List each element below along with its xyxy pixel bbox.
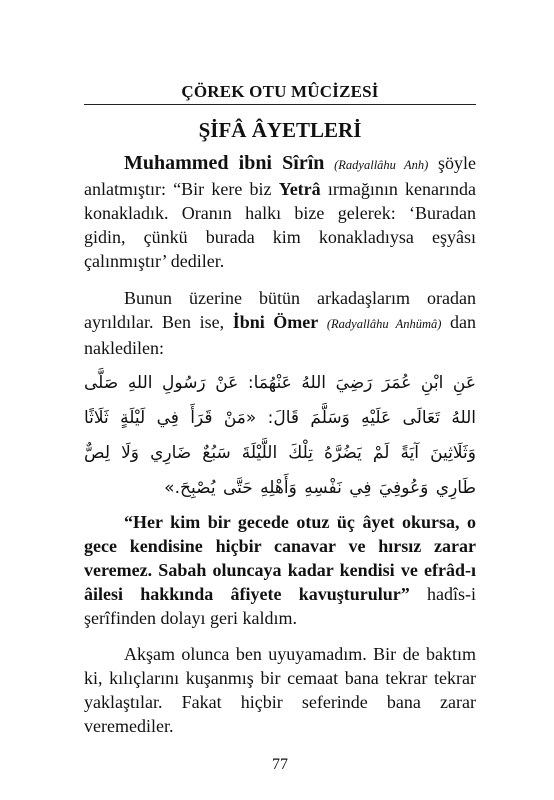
paragraph-2-text-b: dan nakledilen: — [84, 312, 476, 358]
narrator-name: Muhammed ibni Sîrîn — [124, 152, 325, 174]
hadith-translation — [84, 510, 476, 630]
source-name: İbni Ömer — [232, 312, 319, 332]
paragraph-1-text-b: ırmağının kenarında konakladık. Oranın halkı bize gelerek: ‘Buradan gidin, çünkü burada kim konakladıysa eşyâsı çalınmıştır’ dediler. — [84, 179, 476, 271]
running-header: ÇÖREK OTU MÛCİZESİ — [181, 82, 379, 101]
book-page — [84, 72, 476, 773]
arabic-hadith: عَنِ ابْنِ عُمَرَ رَضِيَ اللهُ عَنْهُمَا: عَنْ رَسُولِ اللهِ صَلَّى اللهُ تَعَالَى عَلَيْهِ وَسَلَّمَ قَالَ: «مَنْ قَرَأَ فِي لَيْلَةٍ ثَلَاثًا وَثَلَاثِينَ آيَةً لَمْ يَضُرَّهُ تِلْكَ اللَّيْلَةَ سَبُعٌ ضَارِي وَلَا لِصٌّ طَارِي وَعُوفِيَ فِي نَفْسِهِ وَأَهْلِهِ حَتَّى يُصْبِحَ.» — [84, 373, 476, 498]
hadith-bold-text: “Her kim bir gecede otuz üç âyet okursa, o gece kendisine hiçbir canavar ve hırsız zarar veremez. Sabah oluncaya kadar kendisi ve efrâd-ı âilesi hakkında âfiyete kavuşturulur” — [84, 512, 476, 604]
page-number: 77 — [272, 756, 288, 773]
source-honorific: (Radyallâhu Anhümâ) — [326, 317, 442, 331]
header-rule — [84, 104, 476, 105]
paragraph-1 — [84, 151, 476, 273]
place-name: Yetrâ — [278, 179, 321, 199]
paragraph-2-text-a: Bunun üzerine bütün arkadaşlarım oradan ayrıldılar. Ben ise, — [84, 288, 476, 332]
section-title: ŞİFÂ ÂYETLERİ — [198, 118, 362, 142]
hadith-plain-text: hadîs-i şerîfinden dolayı geri kaldım. — [84, 584, 476, 628]
paragraph-1-text-a: şöyle anlatmıştır: “Bir kere biz — [84, 153, 476, 199]
paragraph-4: Akşam olunca ben uyuyamadım. Bir de baktım ki, kılıçlarını kuşanmış bir cemaat bana tekrar tekrar yaklaştılar. Fakat hiçbir seferinde bana zarar veremediler. — [84, 644, 476, 736]
narrator-honorific: (Radyallâhu Anh) — [334, 158, 429, 172]
paragraph-2 — [84, 286, 476, 360]
